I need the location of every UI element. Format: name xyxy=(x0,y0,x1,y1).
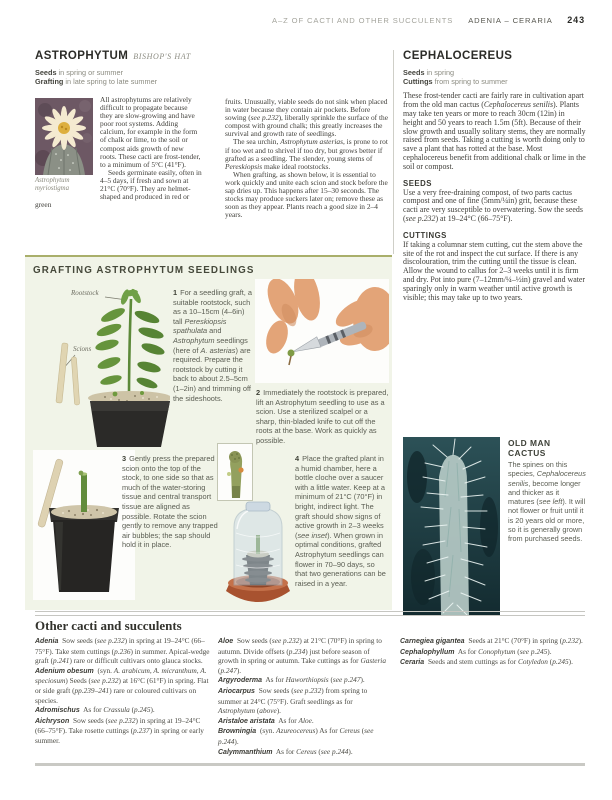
page-number: 243 xyxy=(567,15,585,25)
genus-entry: Cephalophyllum As for Conophytum (see p.245). xyxy=(400,646,552,656)
section-title: A–Z OF CACTI AND OTHER SUCCULENTS xyxy=(272,16,454,25)
old-man-cactus-photo xyxy=(403,437,500,615)
method-label: Grafting xyxy=(35,77,64,87)
genus-entry: Ariocarpus Sow seeds (see p.232) from spring to summer at 24°C (75°F). Graft seedlings as for Astrophytum (above). xyxy=(218,685,368,716)
species-figure xyxy=(35,98,93,193)
genus-entry: Aichryson Sow seeds (see p.232) in spring at 19–24°C (66–75°F). Take rosette cuttings (p.237) in spring or early summer. xyxy=(35,715,204,745)
section-rule xyxy=(35,611,585,616)
step-3: 3 Gently press the prepared scion onto the top of the stock, to one side so that as much of the water-storing tissue and central transport tissue are aligned as possible. Rotate the scion gently to remove any trapped air bubbles; the sap should hold it in place. xyxy=(122,454,218,550)
text-column-2 xyxy=(225,98,391,219)
paragraph: All astrophytums are relatively difficult to propagate because they are slow-growing and have poor root systems. Adding calcium, for example in the form of chalk or lime, to the soil or compost aids growth of new roots. These cacti are frost-tender, to a minimum of 5°C (41°F). xyxy=(100,95,201,169)
genus-entry: Adromischus As for Crassula (p.245). xyxy=(35,705,155,715)
column-divider xyxy=(393,50,394,254)
paragraph: Seeds germinate easily, often in 4–5 days, if fresh and sown at 21°C (70°F). They are helmet-shaped and produced in red or green xyxy=(35,167,202,210)
paragraph: These frost-tender cacti are fairly rare in cultivation apart from the old man cactus (Cephalocereus senilis). Plants may take ten years or more to reach 30cm (12in) in height and 50 years to reach 1.5m (5ft). Because of their slow growth and usually solitary stems, they are normally raised from seeds. Taking a cutting is worth doing only to save a plant that has rotted at the base. Most cephalocereus benefit from additional chalk or lime in the soil or compost. xyxy=(403,91,586,171)
label-scions: Scions xyxy=(73,345,92,353)
article-astrophytum xyxy=(35,46,391,220)
astrophytum-photo xyxy=(35,98,93,175)
step-4: 4 Place the grafted plant in a humid chamber, here a bottle cloche over a saucer with a little water. Keep at a minimum of 21°C (70°F) in bright, indirect light. The graft should show signs of active growth in 2–3 weeks (see inset). When grown in optimal conditions, grafted Astrophytum seedlings can flower in 70–90 days, so that two generations can be raised in a year. xyxy=(295,454,386,588)
grafting-panel xyxy=(25,255,392,610)
genus-entry: Adenium obesum (syn. A. arabicum, A. micranthum, A. speciosum) Seeds (see p.232) at 16°C (61°F) in spring. Flat or side graft (pp.239–241) rare or coloured cultivars on species. xyxy=(35,665,209,705)
genus-entry: Argyroderma As for Haworthiopsis (see p.247). xyxy=(218,675,365,685)
figure-caption-title: OLD MAN CACTUS xyxy=(508,438,551,458)
genus-entry: Aloe Sow seeds (see p.232) at 21°C (70°F) in spring to autumn. Divide offsets (p.234) just before season of growth in spring or autumn. Take cuttings as for Gasteria (p.247). xyxy=(218,636,386,675)
running-head xyxy=(272,15,585,25)
other-column-1 xyxy=(35,636,212,746)
text-column-1 xyxy=(35,96,202,209)
graft-growth-inset-photo xyxy=(217,443,253,501)
other-column-2 xyxy=(218,636,390,757)
figure-caption: Astrophytum myriostigma xyxy=(35,177,70,192)
propagation-methods: Seeds in spring or summer Grafting in late spring to late summer xyxy=(35,68,158,87)
figure-caption-block xyxy=(508,439,586,544)
subheading-seeds: SEEDS xyxy=(403,178,432,188)
paragraph: Use a very free-draining compost, of two parts cactus compost and one of fine (5mm/¼in) grit, because these cacti are very susceptible to overwatering. Sow the seeds (see p.232) at 19–24°C (66–75°F). xyxy=(403,187,583,223)
step-1: 1 For a seedling graft, a suitable rootstock, such as a 10–15cm (4–6in) tall Pereskiopsis spathulata and Astrophytum seedlings (here of A. asterias) are required. Prepare the rootstock by cutting it back to about 2.5–5cm (1–2in) and trimming off the sideshoots. xyxy=(173,288,253,403)
common-name: BISHOP'S HAT xyxy=(133,52,191,61)
genus-entry: Browningia (syn. Azureocereus) As for Cereus (see p.244). xyxy=(218,726,374,746)
bottle-cloche-photo xyxy=(222,499,294,610)
rootstock-illustration xyxy=(35,285,170,452)
propagation-methods: Seeds in spring Cuttings from spring to summer xyxy=(403,68,508,87)
paragraph: When grafting, as shown below, it is essential to work quickly and unite each scion and stock before the sap dries up. This happens after 15–30 seconds. The stocks may produce suckers later on; remove these as soon as they appear. Plants reach a good size in 2–4 years. xyxy=(225,169,388,220)
method-label: Seeds xyxy=(35,68,57,77)
paragraph: fruits. Unusually, viable seeds do not sink when placed in water because they contain air pockets. Before sowing (see p.232), liberally sprinkle the surface of the compost with ground chalk; this greatly increases the survival and growth rate of seedlings. xyxy=(225,97,388,139)
genus-entry: Ceraria Seeds and stem cuttings as for Cotyledon (p.245). xyxy=(400,657,573,667)
page-bottom-rule xyxy=(35,763,585,766)
genus-entry: Adenia Sow seeds (see p.232) in spring at 19–24°C (66–75°F). Take stem cuttings (p.236) in summer. Apical-wedge graft (p.241) rare or difficult cultivars onto glauca stocks. xyxy=(35,636,210,666)
subheading-cuttings: CUTTINGS xyxy=(403,230,447,240)
other-section-heading: Other cacti and succulents xyxy=(35,618,182,633)
paragraph: The sea urchin, Astrophytum asterias, is prone to rot if too wet and to shrivel if too dry, but grows better if grafted as a seedling. The slender, young stems of Pereskiopsis make ideal rootstocks. xyxy=(225,137,388,171)
genus-entry: Aristaloe aristata As for Aloe. xyxy=(218,715,314,725)
method-label: Cuttings xyxy=(403,77,433,87)
method-label: Seeds xyxy=(403,68,425,77)
step-2: 2 Immediately the rootstock is prepared, lift an Astrophytum seedling to use as a scion. Use a sterilized scalpel or a sharp, thin-bladed knife to cut off the roots at the base. Work as quickly as possible. xyxy=(256,388,389,445)
scalpel-photo xyxy=(255,279,389,383)
label-rootstock: Rootstock xyxy=(71,289,99,297)
figure-caption-text: The spines on this species, Cephalocereus senilis, become longer and thicker as it matures (see left). It will not flower or fruit until it is 20 years old or more, so it is generally grown from purchased seeds. xyxy=(508,460,586,544)
grafted-pot-photo xyxy=(33,450,135,600)
article-cephalocereus xyxy=(403,46,586,544)
genus-entry: Carnegiea gigantea Seeds at 21°C (70°F) in spring (p.232). xyxy=(400,636,583,645)
page-range: ADENIA – CERARIA xyxy=(468,16,553,25)
article-title: CEPHALOCEREUS xyxy=(403,50,513,62)
other-column-3 xyxy=(400,636,586,668)
genus-entry: Calymmanthium As for Cereus (see p.244). xyxy=(218,746,353,756)
article-title: ASTROPHYTUM xyxy=(35,50,129,62)
panel-heading: GRAFTING ASTROPHYTUM SEEDLINGS xyxy=(33,265,255,276)
paragraph: If taking a columnar stem cutting, cut the stem above the site of the rot and inspect the cut surface. If there is any discolouration, trim the cutting until the tissue is clean. Allow the wound to callus for 2–3 weeks until it is firm and dry. Pot into pure (7–12mm/¼–½in) gravel and water sparingly only in warm weather until active growth is visible; this may take up to two years. xyxy=(403,239,586,302)
